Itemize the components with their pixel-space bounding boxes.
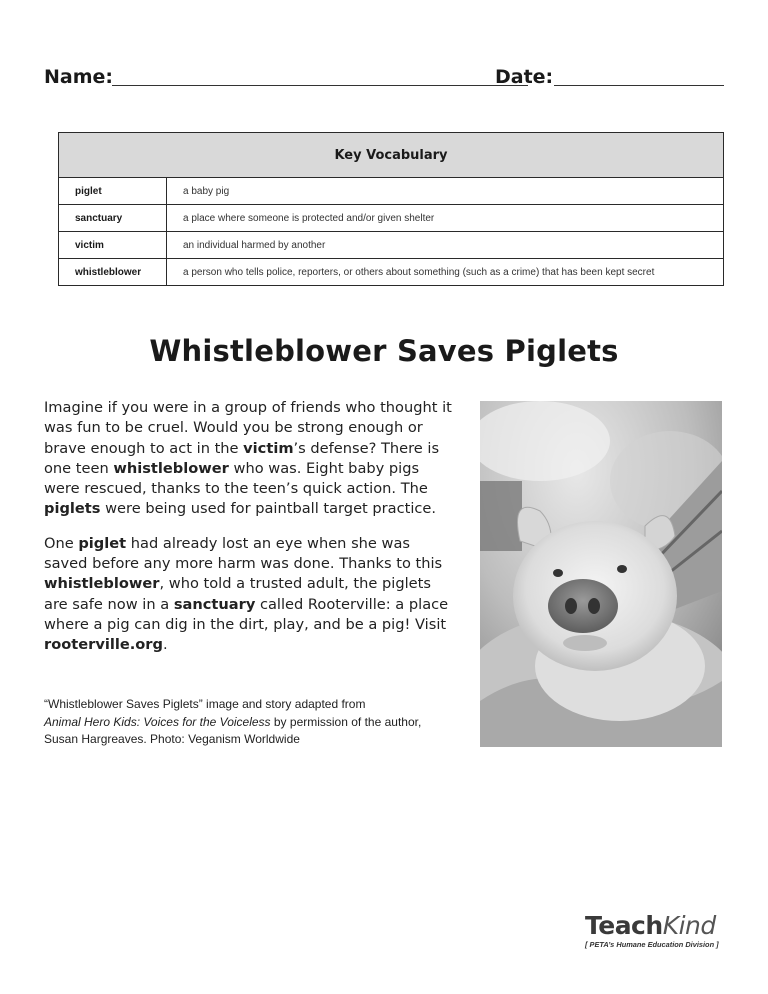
vocab-definition: a baby pig xyxy=(183,185,230,197)
paragraph-1 xyxy=(44,398,454,520)
credit-line: Susan Hargreaves. Photo: Veganism Worldwide xyxy=(44,732,300,746)
vocab-row xyxy=(59,205,723,232)
vocab-highlight: piglet xyxy=(78,534,127,552)
text: . xyxy=(162,636,168,654)
text: Imagine if you were in a group of friends who thought it was fun to be cruel. Would you be strong enough or brave enough to act in the xyxy=(44,399,452,457)
article-body xyxy=(44,398,454,670)
name-line[interactable] xyxy=(112,85,528,86)
article-title: Whistleblower Saves Piglets xyxy=(149,334,619,368)
name-date-header xyxy=(44,66,724,92)
text: , who told a trusted adult, the piglets are safe now in a xyxy=(44,575,431,613)
text: called Rooterville: a place where a pig can dig in the dirt, play, and be a pig! Visit xyxy=(44,595,449,633)
credit-line: by permission of the author, xyxy=(270,714,422,729)
name-label: Name: xyxy=(44,66,114,88)
vocab-definition: a place where someone is protected and/or given shelter xyxy=(183,212,435,224)
vocab-term: whistleblower xyxy=(59,259,167,285)
text: had already lost an eye when she was saved before any more harm was done. Thanks to this xyxy=(44,534,443,573)
vocab-highlight: sanctuary xyxy=(173,595,256,613)
date-line[interactable] xyxy=(554,85,724,86)
piglet-image xyxy=(480,401,722,747)
vocab-term: sanctuary xyxy=(59,205,167,231)
logo-teach: Teach xyxy=(585,911,663,940)
logo-subtitle: [ PETA’s Humane Education Division ] xyxy=(585,940,719,949)
text: ’s defense? There is one teen xyxy=(44,439,440,477)
vocabulary-header xyxy=(59,133,723,178)
image-credit xyxy=(44,696,464,749)
logo-wordmark xyxy=(585,912,725,940)
teachkind-logo xyxy=(585,912,725,949)
vocab-term: victim xyxy=(59,232,167,258)
logo-kind: Kind xyxy=(662,911,716,940)
website-link[interactable]: rooterville.org xyxy=(44,636,163,654)
piglet-photo xyxy=(480,401,722,747)
vocab-definition: an individual harmed by another xyxy=(183,239,326,251)
credit-line: “Whistleblower Saves Piglets” image and story adapted from xyxy=(44,697,366,711)
text: One xyxy=(44,534,79,552)
paragraph-2 xyxy=(44,534,454,656)
vocab-highlight: piglets xyxy=(44,500,101,518)
text: were being used for paintball target practice. xyxy=(100,500,437,518)
book-title: Animal Hero Kids: Voices for the Voiceless xyxy=(44,714,271,729)
vocab-highlight: whistleblower xyxy=(113,459,229,477)
vocab-row xyxy=(59,232,723,259)
key-vocabulary-table xyxy=(58,132,724,286)
vocabulary-title: Key Vocabulary xyxy=(334,147,448,163)
text: who was. Eight baby pigs were rescued, thanks to the teen’s quick action. The xyxy=(44,459,428,498)
vocab-row xyxy=(59,178,723,205)
vocab-definition: a person who tells police, reporters, or others about something (such as a crime) that has been kept secret xyxy=(183,266,655,278)
vocab-highlight: victim xyxy=(243,439,294,457)
date-label: Date: xyxy=(495,66,554,88)
vocab-row xyxy=(59,259,723,285)
vocab-highlight: whistleblower xyxy=(44,575,160,593)
vocab-term: piglet xyxy=(59,178,167,204)
